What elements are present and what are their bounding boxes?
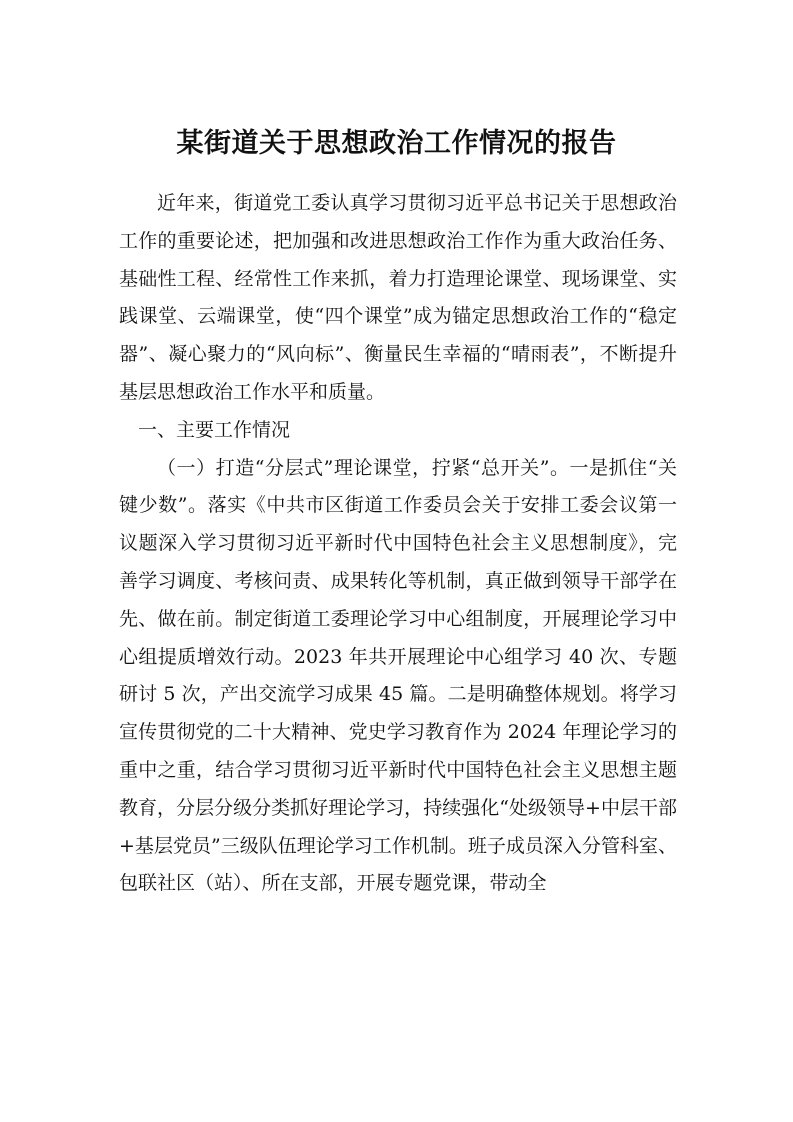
section-heading: 一、主要工作情况 — [138, 418, 291, 441]
document-title: 某街道关于思想政治工作情况的报告 — [176, 128, 617, 159]
document-body — [119, 185, 677, 903]
intro-paragraph: 近年来，街道党工委认真学习贯彻习近平总书记关于思想政治工作的重要论述，把加强和改进思想政治工作作为重大政治任务、基础性工程、经常性工作来抓，着力打造理论课堂、现场课堂、实践课堂、云端课堂，使“四个课堂”成为锚定思想政治工作的“稳定器”、凝心聚力的“风向标”、衡量民生幸福的“晴雨表”，不断提升基层思想政治工作水平和质量。 — [119, 192, 677, 403]
body-paragraph: （一）打造“分层式”理论课堂，拧紧“总开关”。一是抓住“关键少数”。落实《中共市区街道工作委员会关于安排工委会议第一议题深入学习贯彻习近平新时代中国特色社会主义思想制度》，完善学习调度、考核问责、成果转化等机制，真正做到领导干部学在先、做在前。制定街道工委理论学习中心组制度，开展理论学习中心组提质增效行动。2023 年共开展理论中心组学习 40 次、专题研讨 5 次，产出交流学习成果 45 篇。二是明确整体规划。将学习宣传贯彻党的二十大精神、党史学习教育作为 2024 年理论学习的重中之重，结合学习贯彻习近平新时代中国特色社会主义思想主题教育，分层分级分类抓好理论学习，持续强化“处级领导+中层干部+基层党员”三级队伍理论学习工作机制。班子成员深入分管科室、包联社区（站）、所在支部，开展专题党课，带动全 — [119, 456, 677, 895]
